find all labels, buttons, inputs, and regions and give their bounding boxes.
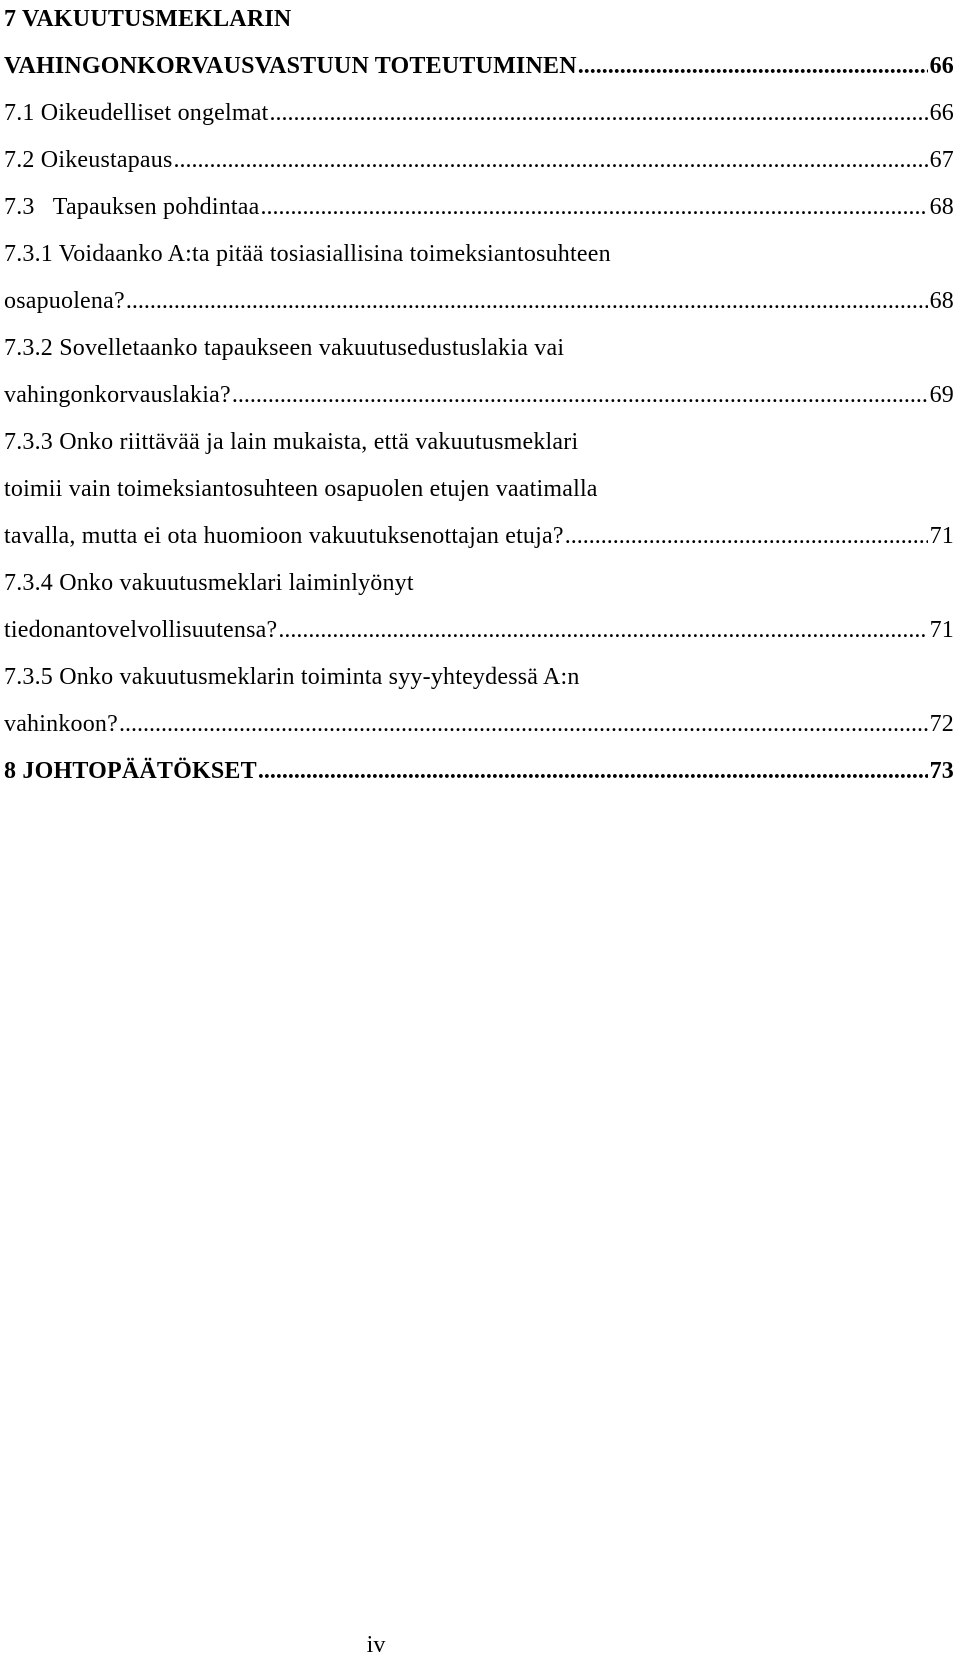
- toc-leader-dots: [119, 705, 928, 743]
- toc-page-number: 73: [929, 758, 954, 784]
- toc-entry-7-3-5[interactable]: [4, 705, 954, 752]
- toc-entry-7-3-4[interactable]: [4, 611, 954, 658]
- toc-entry-7-3-1-line1: 7.3.1 Voidaanko A:ta pitää tosiasiallisina toimeksiantosuhteen: [4, 241, 611, 267]
- toc-chapter-7-title: VAHINGONKORVAUSVASTUUN TOTEUTUMINEN: [4, 53, 577, 79]
- toc-entry-title: vahingonkorvauslakia?: [4, 382, 231, 408]
- toc-leader-dots: [232, 376, 928, 414]
- toc-entry-7-3[interactable]: [4, 188, 954, 235]
- toc-leader-dots: [269, 94, 927, 132]
- toc-entry-7-3-3-line2: toimii vain toimeksiantosuhteen osapuolen etujen vaatimalla: [4, 476, 598, 502]
- toc-entry-title: tavalla, mutta ei ota huomioon vakuutuksenottajan etuja?: [4, 523, 564, 549]
- toc-page-number: 68: [929, 194, 954, 220]
- toc-page-number: 66: [929, 100, 954, 126]
- toc-entry-title: tiedonantovelvollisuutensa?: [4, 617, 278, 643]
- toc-chapter-8-title: 8 JOHTOPÄÄTÖKSET: [4, 758, 257, 784]
- toc-entry-7-1[interactable]: [4, 94, 954, 141]
- page-number: iv: [366, 1632, 386, 1658]
- toc-chapter-7-entry[interactable]: [4, 47, 954, 94]
- page-footer: [0, 1632, 960, 1659]
- toc-leader-dots: [578, 47, 928, 85]
- toc-page-number: 68: [929, 288, 954, 314]
- toc-entry-title: vahinkoon?: [4, 711, 118, 737]
- toc-page-number: 66: [929, 53, 954, 79]
- toc-entry-7-3-1[interactable]: [4, 282, 954, 329]
- toc-entry-title: 7.3 Tapauksen pohdintaa: [4, 194, 260, 220]
- toc-entry-7-3-2[interactable]: [4, 376, 954, 423]
- toc-leader-dots: [126, 282, 928, 320]
- toc-page-number: 72: [929, 711, 954, 737]
- toc-page-number: 71: [929, 523, 954, 549]
- toc-entry-7-3-3-line1: 7.3.3 Onko riittävää ja lain mukaista, että vakuutusmeklari: [4, 429, 579, 455]
- table-of-contents: [4, 0, 954, 799]
- toc-leader-dots: [261, 188, 928, 226]
- toc-entry-title: osapuolena?: [4, 288, 125, 314]
- toc-leader-dots: [174, 141, 928, 179]
- toc-page-number: 69: [929, 382, 954, 408]
- toc-entry-7-3-2-line1: 7.3.2 Sovelletaanko tapaukseen vakuutusedustuslakia vai: [4, 335, 565, 361]
- toc-entry-7-3-4-line1: 7.3.4 Onko vakuutusmeklari laiminlyönyt: [4, 570, 414, 596]
- toc-leader-dots: [278, 611, 927, 649]
- toc-leader-dots: [258, 752, 928, 790]
- toc-leader-dots: [565, 517, 928, 555]
- toc-entry-title: 7.1 Oikeudelliset ongelmat: [4, 100, 269, 126]
- toc-entry-7-3-3[interactable]: [4, 517, 954, 564]
- toc-entry-title: 7.2 Oikeustapaus: [4, 147, 173, 173]
- toc-chapter-7-line1: 7 VAKUUTUSMEKLARIN: [4, 6, 292, 32]
- toc-page-number: 71: [929, 617, 954, 643]
- toc-entry-7-3-5-line1: 7.3.5 Onko vakuutusmeklarin toiminta syy-yhteydessä A:n: [4, 664, 580, 690]
- toc-chapter-8-entry[interactable]: [4, 752, 954, 799]
- toc-entry-7-2[interactable]: [4, 141, 954, 188]
- toc-page-number: 67: [929, 147, 954, 173]
